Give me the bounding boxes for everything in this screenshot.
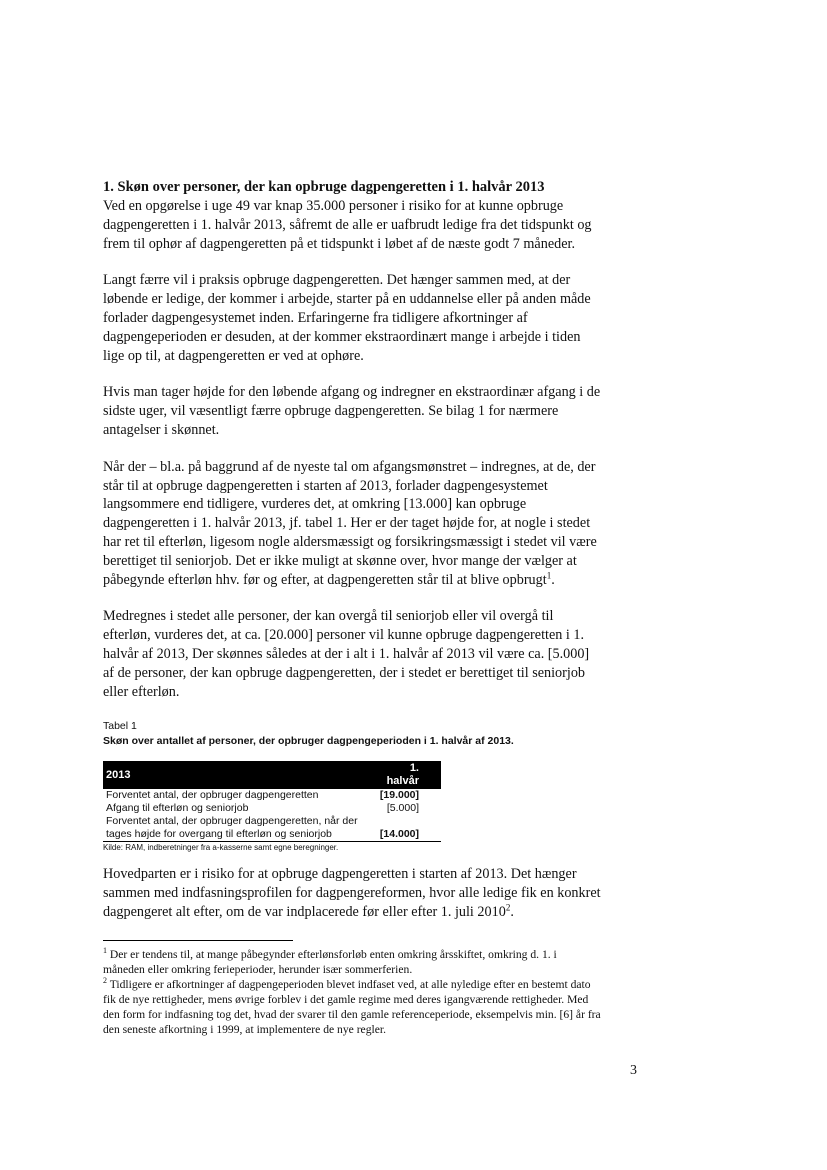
page-number: 3 [630, 1063, 637, 1078]
table-row [103, 815, 441, 842]
table-row-value: [5.000] [386, 802, 419, 815]
section-heading: 1. Skøn over personer, der kan opbruge dagpengeretten i 1. halvår 2013 [103, 179, 545, 195]
footnote-text: Tidligere er afkortninger af dagpengeperioden blevet indfaset ved, at alle nyledige efter en bestemt dato fik de nye rettigheder, mens øvrige forblev i det gamle regime med deres igangværende rettigheder. Med den form for indfasning tog det, hvad der svarer til den gamle referenceperiode, eksempelvis min. [6] år fra den seneste afkortning i 1999, at implementere de nye regler. [103, 977, 601, 1036]
table-header-year: 2013 [103, 761, 374, 789]
paragraph-5: Medregnes i stedet alle personer, der kan overgå til seniorjob eller vil overgå til efterløn, vurderes det, at ca. [20.000] personer vil kunne opbruge dagpengeretten i 1. halvår af 2013, Der skønnes således at der i alt i 1. halvår af 2013 vil være ca. [5.000] af de personer, der kan opbruge dagpengeretten, der i stedet er berettiget til seniorjob eller efterløn. [103, 608, 590, 700]
paragraph-2: Langt færre vil i praksis opbruge dagpengeretten. Det hænger sammen med, at der løbende er ledige, der kommer i arbejde, starter på en uddannelse eller på anden måde forlader dagpengesystemet inden. Erfaringerne fra tidligere afkortninger af dagpengeperioden er desuden, at der kommer ekstraordinært mange i arbejde i tiden lige op til, at dagpengeretten er ved at ophøre. [103, 272, 591, 364]
footnote-1 [103, 947, 601, 977]
document-page [103, 178, 601, 1037]
table-title: Skøn over antallet af personer, der opbruger dagpengeperioden i 1. halvår af 2013. [103, 735, 514, 748]
table-label: Tabel 1 [103, 720, 137, 733]
paragraph-4: Når der – bl.a. på baggrund af de nyeste tal om afgangsmønstret – indregnes, at de, der står til at opbruge dagpengeretten i starten af 2013, forlader dagpengesystemet langsommere end tidligere, vurderes det, at omkring [13.000] kan opbruge dagpengeretten i 1. halvår 2013, jf. tabel 1. Her er der taget højde for, at nogle i stedet har ret til efterløn, ligesom nogle aldersmæssigt og forsikringsmæssigt i stedet vil være berettiget til seniorjob. Det er ikke muligt at skønne over, hvor mange der vælger at påbegynde efterløn hhv. før og efter, at dagpengeretten står til at blive opbrugt$^1$. [103, 458, 597, 588]
footnote-text: Der er tendens til, at mange påbegynder efterlønsforløb enten omkring årsskiftet, omkring d. 1. i måneden eller omkring ferieperioder, herunder især sommerferien. [103, 947, 557, 976]
table-row-label: Forventet antal, der opbruger dagpengeretten, når der tages højde for overgang til efterløn og seniorjob [103, 815, 374, 842]
estimate-table [103, 761, 441, 842]
table-row-value: [14.000] [374, 815, 441, 842]
footnote-divider [103, 940, 293, 941]
table-row [103, 789, 441, 802]
paragraph-1: Ved en opgørelse i uge 49 var knap 35.000 personer i risiko for at kunne opbruge dagpengeretten i 1. halvår 2013, såfremt de alle er uafbrudt ledige fra det tidspunkt og frem til ophør af dagpengeretten på et tidspunkt i løbet af de næste godt 7 måneder. [103, 198, 592, 252]
closing-paragraph: Hovedparten er i risiko for at opbruge dagpengeretten i starten af 2013. Det hænger sammen med indfasningsprofilen for dagpengereformen, hvor alle ledige fik en konkret dagpengeret alt efter, om de var indplacerede før eller efter 1. juli 2010$^2$. [103, 866, 601, 920]
paragraph-4-text: Når der – bl.a. på baggrund af de nyeste tal om afgangsmønstret – indregnes, at de, der står til at opbruge dagpengeretten i starten af 2013, forlader dagpengesystemet langsommere end tidligere, vurderes det, at omkring [13.000] kan opbruge dagpengeretten i 1. halvår 2013, jf. tabel 1. Her er der taget højde for, at nogle i stedet har ret til efterløn, ligesom nogle aldersmæssigt og forsikringsmæssigt i stedet vil være berettiget til seniorjob. Det er ikke muligt at skønne over, hvor mange der vælger at påbegynde efterløn hhv. før og efter, at dagpengeretten står til at blive opbrugt [103, 458, 597, 588]
footnote-2 [103, 977, 601, 1037]
table-header-period: 1. halvår [374, 761, 441, 789]
table-row-value: [19.000] [379, 789, 419, 802]
footnote-ref-2[interactable]: 2 [505, 902, 511, 913]
table-row-label: Forventet antal, der opbruger dagpengeretten [106, 789, 319, 802]
table-source: Kilde: RAM, indberetninger fra a-kasserne samt egne beregninger. [103, 843, 339, 853]
footnote-ref-1[interactable]: 1 [546, 569, 552, 580]
table-row-label: Afgang til efterløn og seniorjob [106, 802, 249, 815]
paragraph-3: Hvis man tager højde for den løbende afgang og indregner en ekstraordinær afgang i de sidste uger, vil væsentligt færre opbruge dagpengeretten. Se bilag 1 for nærmere antagelser i skønnet. [103, 384, 601, 438]
closing-paragraph-text: Hovedparten er i risiko for at opbruge dagpengeretten i starten af 2013. Det hænger sammen med indfasningsprofilen for dagpengereformen, hvor alle ledige fik en konkret dagpengeret alt efter, om de var indplacerede før eller efter 1. juli 2010 [103, 866, 601, 920]
footnote-number: 2 [103, 975, 107, 985]
footnote-number: 1 [103, 945, 107, 955]
table-row [103, 802, 441, 815]
table-caption [103, 719, 601, 749]
table-header-row [103, 761, 441, 789]
